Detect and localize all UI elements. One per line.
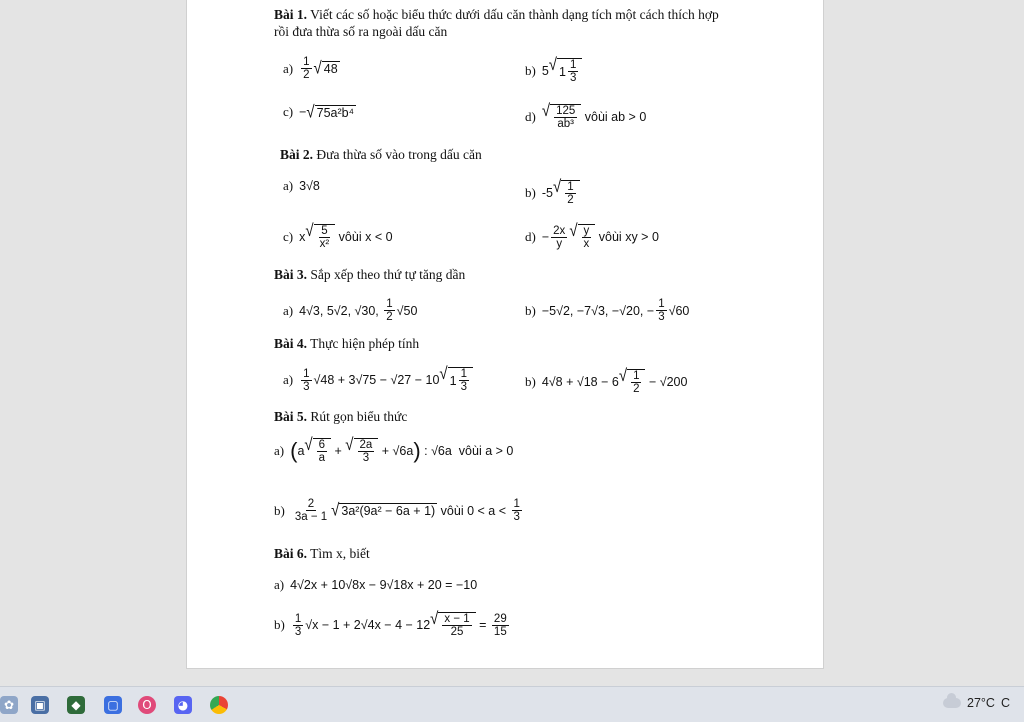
exercise-1-heading-line2: rồi đưa thừa số ra ngoài dấu căn <box>274 24 448 39</box>
taskbar-overflow: C <box>1000 696 1010 710</box>
ex6-a: a) 4√2x + 10√8x − 9√18x + 20 = −10 <box>274 577 478 592</box>
ex1-d: d) √ $\frac{125}{\text{ab³}}$ vôùi ab > 0 <box>525 100 647 130</box>
cloud-icon <box>943 698 961 708</box>
ex1-a: a) $\frac{1}{2}$ √ 48 <box>283 56 338 81</box>
app-6-icon[interactable]: ◕ <box>174 696 192 714</box>
ex2-c: c) x √ $\frac{5}{\text{x²}}$ vôùi x < 0 <box>283 220 393 250</box>
ex2-d: d) − $\frac{2x}{y}$ √ $\frac{y}{x}$ vôùi xy > 0 <box>525 220 659 250</box>
exercise-4-heading: Bài 4. Thực hiện phép tính <box>274 336 420 351</box>
ex2-b: b) -5 √ $\frac{1}{2}$ <box>525 180 580 206</box>
ex4-b: b) 4√8 + √18 − 6 √ $\frac{1}{2}$ − √200 <box>525 365 688 395</box>
ex6-b: b) $\frac{1}{3}$ √x − 1 + 2√4x − 4 − 12 √ $\frac{x - 1}{25}$ = $\frac{29}{15}$ <box>274 608 507 638</box>
app-1-icon[interactable]: ✿ <box>0 696 18 714</box>
ex1-c: c) − √ 75a²b⁴ <box>283 102 354 122</box>
document-page <box>187 0 823 668</box>
app-2-icon[interactable]: ▣ <box>31 696 49 714</box>
exercise-3-heading: Bài 3. Sắp xếp theo thứ tự tăng dần <box>274 267 466 282</box>
ex2-a: a) 3√8 <box>283 178 320 193</box>
ex1-b: b) 5 √ 1 $\frac{1}{3}$ <box>525 58 582 84</box>
exercise-6-heading: Bài 6. Tìm x, biết <box>274 546 370 561</box>
chrome-icon[interactable] <box>210 696 228 714</box>
ex3-b: b) −5√2, −7√3, −√20, − $\frac{1}{3}$ √60 <box>525 298 690 323</box>
ex5-b: b) $\frac{2}{3a - 1}$ √ 3a²(9a² − 6a + 1) vôùi 0 < a < $\frac{1}{3}$ <box>274 498 520 523</box>
app-3-icon[interactable]: ◆ <box>67 696 85 714</box>
exercise-1-heading: Bài 1. Viết các số hoặc biểu thức dưới dấu căn thành dạng tích một cách thích hợp <box>274 7 719 22</box>
exercise-2-heading: Bài 2. Đưa thừa số vào trong dấu căn <box>280 147 482 162</box>
ex3-a: a) 4√3, 5√2, √30, $\frac{1}{2}$ √50 <box>283 298 418 323</box>
ex4-a: a) $\frac{1}{3}$ √48 + 3√75 − √27 − 10 √ 1 $\frac{1}{3}$ <box>283 367 473 393</box>
taskbar <box>0 686 1024 722</box>
exercise-5-heading: Bài 5. Rút gọn biểu thức <box>274 409 408 424</box>
weather-widget[interactable] <box>943 696 1010 710</box>
app-4-icon[interactable]: ▢ <box>104 696 122 714</box>
temperature: 27°C <box>967 696 995 710</box>
ex5-a: a) ( a √ $\frac{6}{a}$ + √ $\frac{2a}{3}$ + √6a ) : √6a vôùi a > 0 <box>274 434 514 464</box>
app-5-icon[interactable]: O <box>138 696 156 714</box>
